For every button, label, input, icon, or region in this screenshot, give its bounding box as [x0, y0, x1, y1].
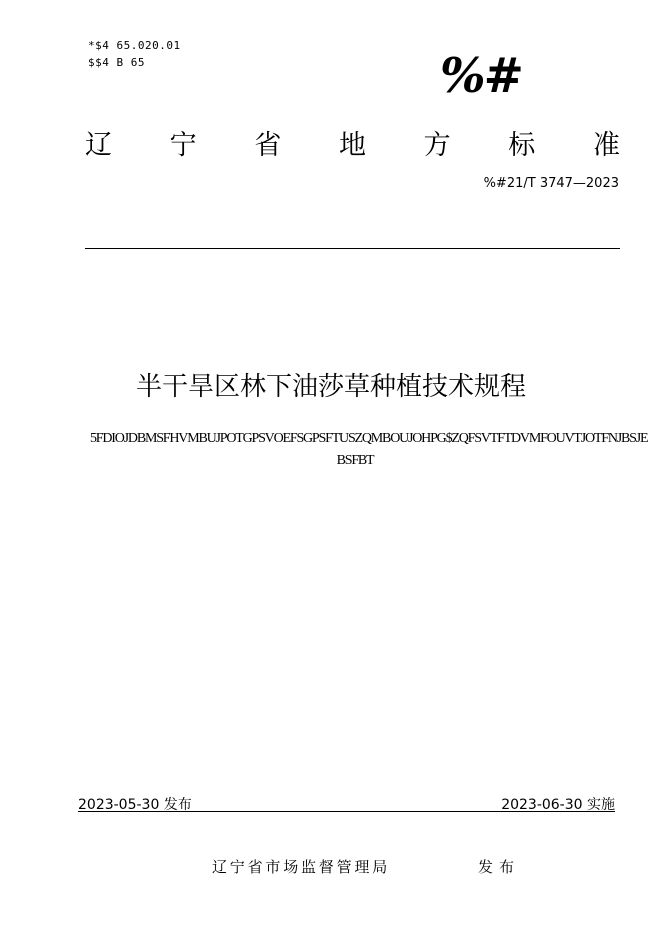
implementation-date: 2023-06-30 实施: [501, 797, 615, 813]
document-title: 半干旱区林下油莎草种植技术规程: [135, 372, 526, 402]
english-title: [90, 428, 648, 472]
english-title-line-2: BSFBT: [336, 453, 374, 468]
standard-type-char: 辽: [85, 130, 112, 161]
standard-type-char: 宁: [169, 130, 197, 161]
english-title-line-1: 5FDIOJDBMSFHVMBUJPOTGPSVOEFSGPSFTUSZQMBOUJOHPG$ZQFSVTFTDVMFOUVTJOTFNJBSJE: [90, 431, 648, 446]
issuing-authority: 辽宁省市场监督管理局: [212, 858, 391, 876]
standard-logo: %#: [440, 48, 522, 104]
header-divider: [85, 248, 620, 249]
footer-divider: [78, 811, 615, 812]
ics-code: *$4 65.020.01: [88, 39, 181, 52]
standard-type-char: 方: [423, 130, 451, 161]
standard-type-char: 标: [508, 130, 536, 161]
standard-type-heading: [85, 123, 620, 162]
standard-type-char: 准: [592, 130, 620, 161]
standard-type-char: 省: [254, 130, 282, 161]
standard-type-char: 地: [338, 130, 366, 161]
issued-label: 发布: [478, 858, 521, 876]
issue-date: 2023-05-30 发布: [78, 797, 192, 813]
ccs-code: $$4 B 65: [88, 56, 145, 69]
standard-number: %#21/T 3747—2023: [483, 176, 619, 191]
